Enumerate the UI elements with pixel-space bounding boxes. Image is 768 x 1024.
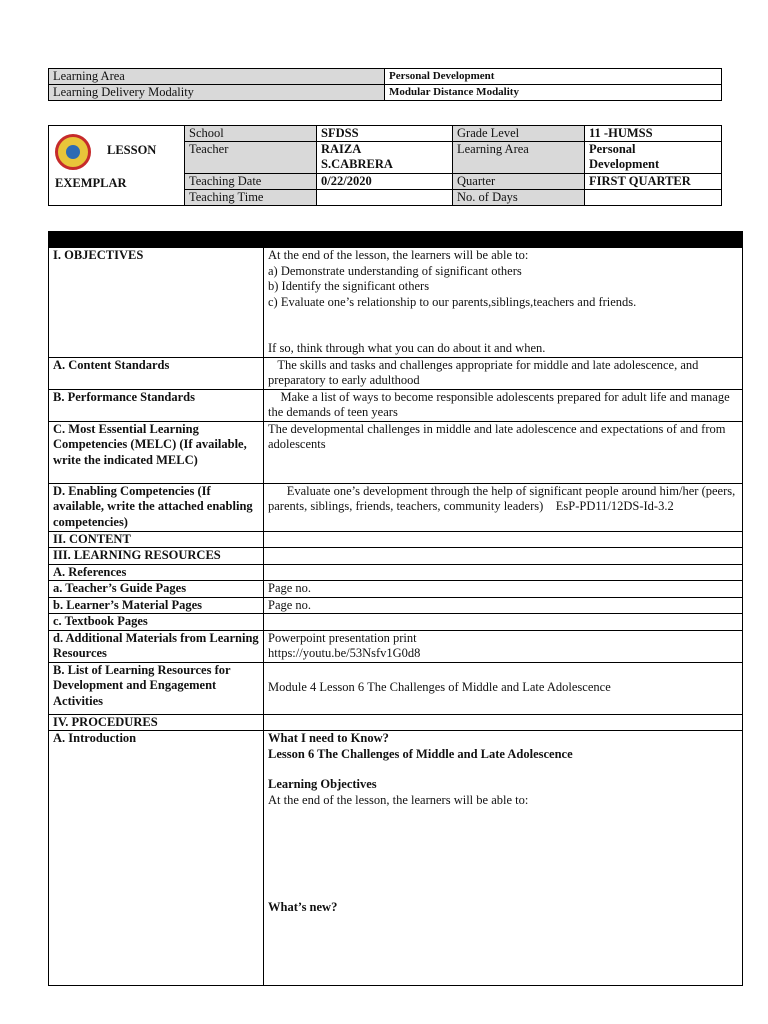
table-row bbox=[49, 421, 743, 483]
school-value: SFDSS bbox=[317, 126, 453, 142]
date-label: Teaching Date bbox=[185, 174, 317, 190]
table-row bbox=[49, 614, 743, 631]
table-row bbox=[49, 389, 743, 421]
area-value-line2: Development bbox=[589, 157, 660, 171]
youtube-link[interactable]: https://youtu.be/53Nsfv1G0d8 bbox=[268, 646, 421, 660]
additional-materials-line1: Powerpoint presentation print bbox=[268, 630, 417, 645]
intro-question: What I need to Know? bbox=[268, 731, 389, 745]
melc-label: C. Most Essential Learning Competencies (MELC) (If available, write the indicated MELC) bbox=[49, 421, 264, 483]
procedures-label: IV. PROCEDURES bbox=[49, 714, 264, 731]
enabling-label: D. Enabling Competencies (If available, write the attached enabling competencies) bbox=[49, 483, 264, 531]
melc-value: The developmental challenges in middle and late adolescence and expectations of and from adolescents bbox=[264, 421, 743, 483]
learning-area-label: Learning Area bbox=[49, 69, 385, 85]
objectives-label: I. OBJECTIVES bbox=[49, 248, 264, 358]
table-row bbox=[49, 731, 743, 986]
intro-lesson-title: Lesson 6 The Challenges of Middle and Late Adolescence bbox=[268, 746, 573, 761]
additional-materials-value bbox=[264, 630, 743, 662]
time-label: Teaching Time bbox=[185, 190, 317, 206]
teachers-guide-label: a. Teacher’s Guide Pages bbox=[49, 581, 264, 598]
modality-label: Learning Delivery Modality bbox=[49, 85, 385, 101]
performance-standards-label: B. Performance Standards bbox=[49, 389, 264, 421]
resources-list-label: B. List of Learning Resources for Development and Engagement Activities bbox=[49, 662, 264, 714]
objectives-note: If so, think through what you can do about it and when. bbox=[268, 341, 546, 355]
area-label: Learning Area bbox=[453, 142, 585, 174]
objectives-b: b) Identify the significant others bbox=[268, 279, 430, 293]
teacher-value bbox=[317, 142, 453, 174]
quarter-label: Quarter bbox=[453, 174, 585, 190]
lesson-exemplar-cell bbox=[49, 126, 185, 206]
days-label: No. of Days bbox=[453, 190, 585, 206]
date-value: 0/22/2020 bbox=[317, 174, 453, 190]
intro-objectives-text: At the end of the lesson, the learners will be able to: bbox=[268, 792, 529, 807]
table-row bbox=[49, 248, 743, 358]
school-label: School bbox=[185, 126, 317, 142]
introduction-value bbox=[264, 731, 743, 986]
exemplar-title: EXEMPLAR bbox=[55, 176, 127, 190]
table-row bbox=[49, 630, 743, 662]
table-row bbox=[49, 662, 743, 714]
enabling-value: Evaluate one’s development through the help of significant people around him/her (peers, parents, siblings, friends, teachers, community leaders) EsP-PD11/12DS-Id-3.2 bbox=[264, 483, 743, 531]
whats-new-heading: What’s new? bbox=[268, 900, 338, 914]
content-label: II. CONTENT bbox=[49, 531, 264, 548]
grade-value: 11 -HUMSS bbox=[585, 126, 722, 142]
teacher-value-line2: S.CABRERA bbox=[321, 157, 393, 171]
table-row bbox=[49, 357, 743, 389]
intro-objectives-heading: Learning Objectives bbox=[268, 777, 377, 791]
teacher-label: Teacher bbox=[185, 142, 317, 174]
table-row bbox=[49, 548, 743, 565]
introduction-label: A. Introduction bbox=[49, 731, 264, 986]
area-value bbox=[585, 142, 722, 174]
days-value bbox=[585, 190, 722, 206]
objectives-intro: At the end of the lesson, the learners will be able to: bbox=[268, 248, 529, 262]
table-row bbox=[49, 597, 743, 614]
references-label: A. References bbox=[49, 564, 264, 581]
learners-material-value: Page no. bbox=[264, 597, 743, 614]
lesson-plan-table bbox=[48, 231, 743, 986]
quarter-value: FIRST QUARTER bbox=[585, 174, 722, 190]
table-header-bar bbox=[49, 232, 743, 248]
time-value bbox=[317, 190, 453, 206]
area-value-line1: Personal bbox=[589, 142, 636, 156]
lesson-info-table bbox=[48, 125, 722, 206]
performance-standards-value: Make a list of ways to become responsible adolescents prepared for adult life and manage the demands of teen years bbox=[264, 389, 743, 421]
table-row bbox=[49, 564, 743, 581]
table-row bbox=[49, 581, 743, 598]
content-standards-label: A. Content Standards bbox=[49, 357, 264, 389]
learning-area-table bbox=[48, 68, 722, 101]
lesson-title: LESSON bbox=[107, 143, 157, 157]
modality-value: Modular Distance Modality bbox=[385, 85, 722, 101]
resources-label: III. LEARNING RESOURCES bbox=[49, 548, 264, 565]
teacher-value-line1: RAIZA bbox=[321, 142, 362, 156]
table-row bbox=[49, 714, 743, 731]
content-standards-value: The skills and tasks and challenges appropriate for middle and late adolescence, and preparatory to early adulthood bbox=[264, 357, 743, 389]
grade-label: Grade Level bbox=[453, 126, 585, 142]
school-seal-logo bbox=[55, 134, 91, 170]
table-row bbox=[49, 483, 743, 531]
learners-material-label: b. Learner’s Material Pages bbox=[49, 597, 264, 614]
learning-area-value: Personal Development bbox=[385, 69, 722, 85]
additional-materials-label: d. Additional Materials from Learning Resources bbox=[49, 630, 264, 662]
table-row bbox=[49, 531, 743, 548]
objectives-a: a) Demonstrate understanding of significant others bbox=[268, 263, 522, 278]
objectives-value bbox=[264, 248, 743, 358]
teachers-guide-value: Page no. bbox=[264, 581, 743, 598]
resources-list-value: Module 4 Lesson 6 The Challenges of Middle and Late Adolescence bbox=[264, 662, 743, 714]
objectives-c: c) Evaluate one’s relationship to our parents,siblings,teachers and friends. bbox=[268, 294, 637, 309]
textbook-label: c. Textbook Pages bbox=[49, 614, 264, 631]
